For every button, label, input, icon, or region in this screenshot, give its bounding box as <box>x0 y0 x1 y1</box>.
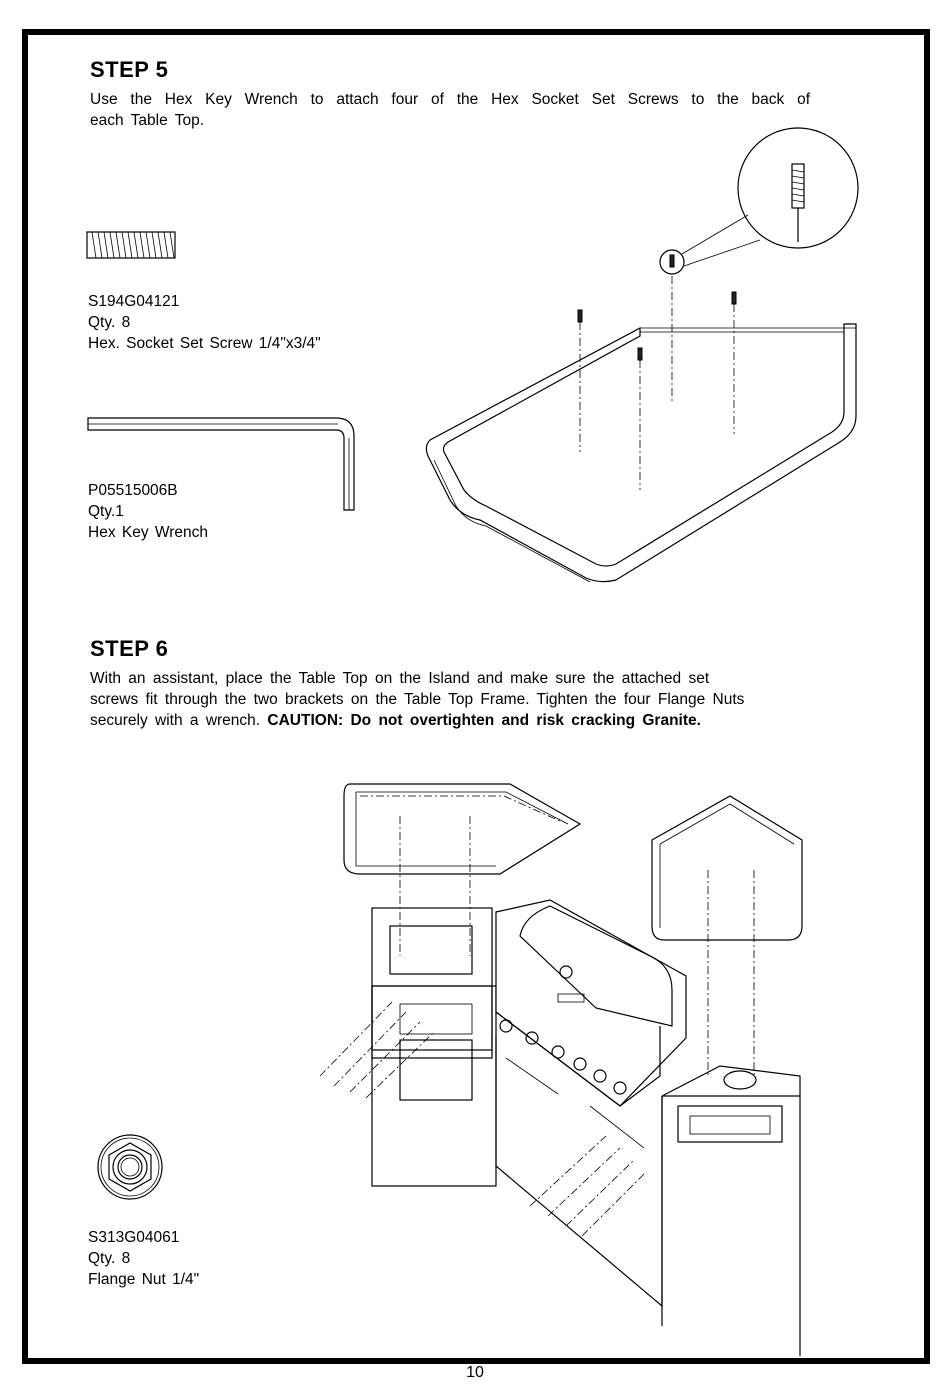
caution-text: CAUTION: Do not overtighten and risk cracking Granite. <box>267 712 701 729</box>
screw-insertion-lines <box>578 276 736 490</box>
set-screw-qty: Qty. 8 <box>88 314 131 331</box>
step-5-instruction-line-1: Use the Hex Key Wrench to attach four of the Hex Socket Set Screws to the back of <box>90 91 810 108</box>
step-5-instruction-line-2: each Table Top. <box>90 112 205 129</box>
set-screw-name: Hex. Socket Set Screw 1/4"x3/4" <box>88 335 321 352</box>
right-cabinet <box>662 1066 800 1356</box>
hex-key-part-number: P05515006B <box>88 482 178 499</box>
step-6-instruction-line-3 <box>90 710 830 731</box>
table-top-outline <box>426 324 856 582</box>
step-6-title: STEP 6 <box>90 636 169 661</box>
step-6-instruction <box>90 668 830 731</box>
flange-nut-part-number: S313G04061 <box>88 1229 180 1246</box>
flange-nut-name: Flange Nut 1/4" <box>88 1271 200 1288</box>
step-6-instruction-line-2: screws fit through the two brackets on the Table Top Frame. Tighten the four Flange Nuts <box>90 691 745 708</box>
grill-island-diagram <box>310 776 810 1336</box>
step-6-instruction-prefix: securely with a wrench. <box>90 712 261 729</box>
step-6-instruction-line-1: With an assistant, place the Table Top on the Island and make sure the attached set <box>90 670 710 687</box>
flange-nut-icon <box>96 1133 166 1203</box>
flange-nut-qty: Qty. 8 <box>88 1250 131 1267</box>
set-screw-part-number: S194G04121 <box>88 293 180 310</box>
set-screw-icon <box>86 231 178 261</box>
grill-head <box>496 900 686 1106</box>
page-number: 10 <box>466 1364 484 1381</box>
flange-nut-label <box>88 1227 199 1290</box>
hex-key-qty: Qty.1 <box>88 503 124 520</box>
hex-key-name: Hex Key Wrench <box>88 524 209 541</box>
step-5-title: STEP 5 <box>90 57 169 82</box>
zoom-screw-icon <box>792 164 804 242</box>
hex-key-label <box>88 480 208 543</box>
set-screw-label <box>88 291 321 354</box>
table-top-screw-diagram <box>420 120 870 590</box>
